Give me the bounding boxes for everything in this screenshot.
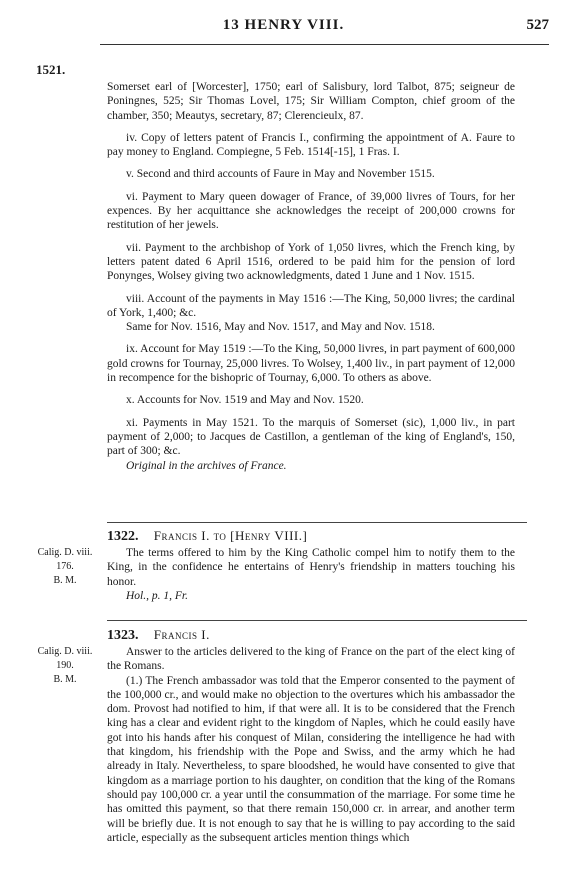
source-note: Original in the archives of France. xyxy=(126,459,287,472)
running-header xyxy=(0,17,567,41)
paragraph: xi. Payments in May 1521. To the marquis of Somerset (sic), 1,000 liv., in part payment of 2,000; to Jacques de Castillon, a gentleman of the king of England's, 150, part of 300; &c. xyxy=(107,416,515,458)
entry-title: Francis I. xyxy=(153,627,210,642)
paragraph: Same for Nov. 1516, May and Nov. 1517, and May and Nov. 1518. xyxy=(126,321,435,334)
paragraph: viii. Account of the payments in May 1516 :—The King, 50,000 livres; the cardinal of York, 1,400; &c. xyxy=(107,292,515,319)
entry-separator xyxy=(107,620,527,621)
ref-line: B. M. xyxy=(53,674,77,685)
paragraph: (1.) The French ambassador was told that the Emperor consented to the payment of the 100,000 cr., and would make no objection to the overtures which his ambassador the dom. Provost had notified to him, if that were all. It is to be considered that the French king has a clear and evident right to the kingdom of Naples, which he could easily have got into his hands after his conquest of Milan, considering the intelligence he had with that kingdom, his friendship with the Pope and Swiss, and the army which he had already in Italy. Nevertheless, to spare bloodshed, he would have consented to give that kingdom as a marriage portion to his daughter, on condition that the king of the Romans should pay 100,000 cr. a year until the consummation of the marriage. For some time he has omitted this payment, so that there remain 150,000 cr. in arrear, and another term will be briefly due. It is not enough to say that he is willing to pay according to the said article, especially as the subsequent articles mention things which xyxy=(107,674,515,844)
source-note: Hol., p. 1, Fr. xyxy=(126,589,188,602)
entry-heading-1323 xyxy=(107,627,527,644)
year-marker: 1521. xyxy=(36,62,66,77)
entry-number: 1323. xyxy=(107,628,139,643)
ref-line: Calig. D. viii. xyxy=(37,547,93,558)
ref-line: B. M. xyxy=(53,575,77,586)
paragraph: vii. Payment to the archbishop of York of 1,050 livres, which the French king, by letters patent dated 6 April 1516, ordered to be paid him for the pension of lord Ponynges, Wolsey giving two acknowledgments, dated 1 June and 1 Nov. 1515. xyxy=(107,241,515,283)
prev-entry-continuation xyxy=(107,80,515,473)
paragraph: v. Second and third accounts of Faure in May and November 1515. xyxy=(126,168,435,181)
paragraph: The terms offered to him by the King Catholic compel him to notify them to the King, in the confidence he entertains of Henry's friendship in matters touching his honor. xyxy=(107,547,515,588)
entry-body-1323 xyxy=(107,645,515,845)
page-number: 527 xyxy=(526,17,549,33)
paragraph: iv. Copy of letters patent of Francis I., confirming the appointment of A. Faure to pay money to England. Compiegne, 5 Feb. 1514[-15], 1 Fras. I. xyxy=(107,131,515,159)
entry-number: 1322. xyxy=(107,529,139,544)
entry-separator xyxy=(107,522,527,523)
ref-line: 190. xyxy=(56,660,74,671)
running-title: 13 HENRY VIII. xyxy=(222,17,345,33)
manuscript-reference xyxy=(30,546,100,588)
paragraph: vi. Payment to Mary queen dowager of France, of 39,000 livres of Tours, for her expences. By her acquittance she acknowledges the receipt of 200,000 crowns for restitution of her jewels. xyxy=(107,190,515,232)
entry-title: Francis I. to [Henry VIII.] xyxy=(153,528,308,543)
paragraph: x. Accounts for Nov. 1519 and May and Nov. 1520. xyxy=(126,394,364,407)
header-rule xyxy=(100,44,549,45)
paragraph: ix. Account for May 1519 :—To the King, 50,000 livres, in part payment of 600,000 gold crowns for Tournay, 25,000 livres. To Wolsey, 1,400 liv., in part payment of 12,000 in recompence for the bishopric of Tournay, 6,000. To others as above. xyxy=(107,343,515,385)
entry-body-1322 xyxy=(107,546,515,603)
paragraph: Somerset earl of [Worcester], 1750; earl of Salisbury, lord Talbot, 875; seigneur de Poningnes, 525; Sir Thomas Lovel, 175; Sir William Compton, chief groom of the chamber, 350; Meautys, secretary, 87; Clerencieulx, 87. xyxy=(107,81,515,122)
ref-line: Calig. D. viii. xyxy=(37,646,93,657)
manuscript-reference xyxy=(30,645,100,687)
entry-heading-1322 xyxy=(107,528,527,545)
ref-line: 176. xyxy=(56,561,74,572)
paragraph: Answer to the articles delivered to the king of France on the part of the elect king of the Romans. xyxy=(107,646,515,673)
